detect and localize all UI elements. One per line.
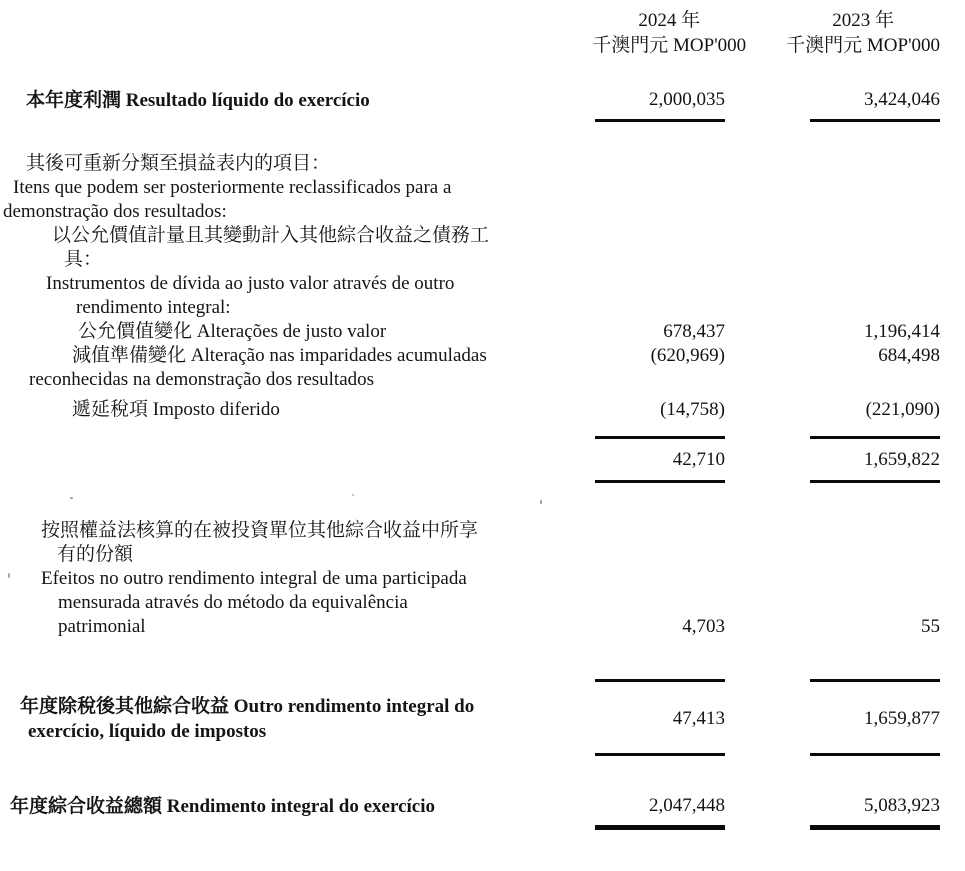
double-rule-grand-total xyxy=(0,825,940,830)
equity-method-zh-1: 按照權益法核算的在被投資單位其他綜合收益中所享 xyxy=(41,520,479,541)
year-label-2023: 2023 年 xyxy=(832,10,894,31)
rule xyxy=(810,480,940,483)
equity-method-pt-3: patrimonial xyxy=(58,616,146,637)
fair-value-change-label: 公允價值變化 Alterações de justo valor xyxy=(78,321,387,342)
rule xyxy=(595,753,725,756)
rule xyxy=(595,480,725,483)
equity-method-2023: 55 xyxy=(921,616,940,637)
net-profit-2023: 3,424,046 xyxy=(864,89,940,110)
equity-method-2024: 4,703 xyxy=(682,616,725,637)
scan-artifact xyxy=(8,573,10,578)
double-rule xyxy=(595,825,725,830)
fvoci-debt-pt-1: Instrumentos de dívida ao justo valor através de outro xyxy=(46,273,455,294)
impairment-change-2023: 684,498 xyxy=(878,345,940,366)
rule xyxy=(595,436,725,439)
reclass-heading-pt-2: demonstração dos resultados: xyxy=(3,201,227,222)
rule-above-oci-net xyxy=(0,679,940,682)
column-header-2023 xyxy=(786,8,940,58)
unit-label-2024: 千澳門元 MOP'000 xyxy=(592,35,747,56)
oci-net-2023: 1,659,877 xyxy=(864,708,940,729)
row-net-profit xyxy=(0,88,940,113)
total-comprehensive-label: 年度綜合收益總額 Rendimento integral do exercício xyxy=(10,796,435,817)
net-profit-label: 本年度利潤 Resultado líquido do exercício xyxy=(26,90,370,111)
scan-artifact xyxy=(352,494,354,496)
scan-artifact xyxy=(70,497,73,499)
total-comprehensive-2023: 5,083,923 xyxy=(864,795,940,816)
reclass-heading-pt-1: Itens que podem ser posteriormente reclassificados para a xyxy=(13,177,452,198)
row-fair-value-change xyxy=(0,320,940,344)
equity-method-pt-1: Efeitos no outro rendimento integral de uma participada xyxy=(41,568,467,589)
section-reclassifiable-items-heading xyxy=(0,152,940,320)
fvoci-debt-zh-1: 以公允價值計量且其變動計入其他綜合收益之債務工 xyxy=(52,225,490,246)
unit-label-2023: 千澳門元 MOP'000 xyxy=(786,35,940,56)
row-reclass-subtotal xyxy=(0,448,940,472)
row-equity-method-share xyxy=(0,519,940,639)
impairment-change-2024: (620,969) xyxy=(650,345,725,366)
rule xyxy=(810,119,940,122)
fvoci-debt-pt-2: rendimento integral: xyxy=(76,297,231,318)
row-deferred-tax xyxy=(0,398,940,422)
row-total-comprehensive-income xyxy=(0,794,940,819)
rule-below-reclass-subtotal xyxy=(0,480,940,483)
rule xyxy=(595,679,725,682)
year-label-2024: 2024 年 xyxy=(638,10,701,31)
equity-method-zh-2: 有的份額 xyxy=(57,544,134,565)
column-headers xyxy=(592,8,940,58)
scan-artifact xyxy=(540,500,542,504)
table-header xyxy=(0,8,940,58)
deferred-tax-2023: (221,090) xyxy=(865,399,940,420)
rule xyxy=(810,679,940,682)
rule-above-reclass-subtotal xyxy=(0,436,940,439)
reclass-heading-zh: 其後可重新分類至損益表内的項目： xyxy=(26,153,331,174)
oci-net-label-1: 年度除稅後其他綜合收益 Outro rendimento integral do xyxy=(20,696,475,717)
rule xyxy=(595,119,725,122)
column-header-2024 xyxy=(592,8,746,58)
oci-net-label-2: exercício, líquido de impostos xyxy=(28,721,267,742)
impairment-change-label-1: 減值準備變化 Alteração nas imparidades acumuladas xyxy=(72,345,487,366)
rule-below-oci-net xyxy=(0,753,940,756)
rule xyxy=(810,436,940,439)
reclass-subtotal-2023: 1,659,822 xyxy=(864,449,940,470)
row-impairment-change xyxy=(0,344,940,392)
oci-net-2024: 47,413 xyxy=(672,708,725,729)
fair-value-change-2024: 678,437 xyxy=(663,321,725,342)
total-comprehensive-2024: 2,047,448 xyxy=(649,795,725,816)
impairment-change-label-2: reconhecidas na demonstração dos resultados xyxy=(29,369,375,390)
deferred-tax-2024: (14,758) xyxy=(660,399,725,420)
reclass-subtotal-2024: 42,710 xyxy=(672,449,725,470)
net-profit-2024: 2,000,035 xyxy=(649,89,725,110)
rule-under-net-profit xyxy=(0,119,940,122)
double-rule xyxy=(810,825,940,830)
row-oci-net-of-tax xyxy=(0,694,940,744)
deferred-tax-label: 遞延稅項 Imposto diferido xyxy=(72,399,280,420)
fair-value-change-2023: 1,196,414 xyxy=(864,321,940,342)
equity-method-pt-2: mensurada através do método da equivalência xyxy=(58,592,408,613)
fvoci-debt-zh-2: 具： xyxy=(64,249,103,270)
rule xyxy=(810,753,940,756)
